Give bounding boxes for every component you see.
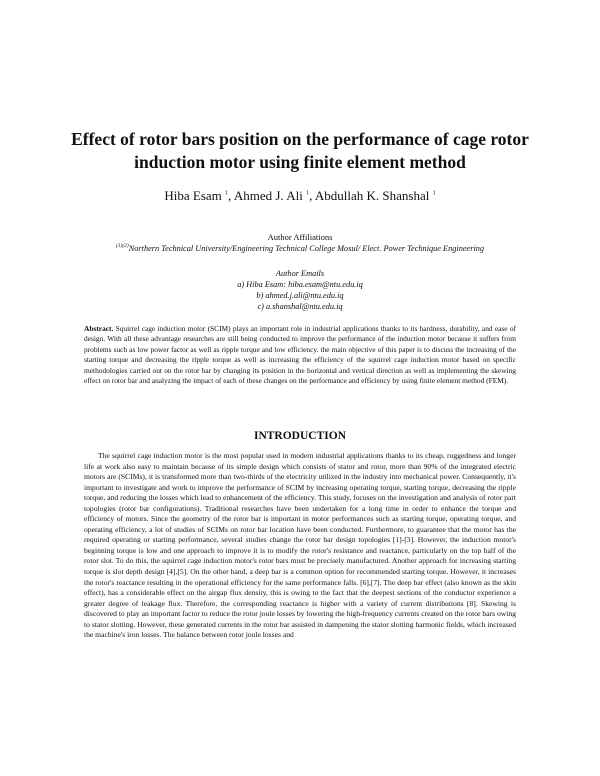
author-emails xyxy=(60,268,540,312)
affiliation-text: Northern Technical University/Engineering Technical College Mosul/ Elect. Power Technique Engineering xyxy=(128,243,485,253)
author-mark: 1 xyxy=(306,190,310,197)
email-line: a) Hiba Esam: hiba.esam@ntu.edu.iq xyxy=(237,280,363,289)
section-heading: INTRODUCTION xyxy=(253,430,346,442)
affiliations-label: Author Affiliations xyxy=(267,232,333,242)
emails-label: Author Emails xyxy=(275,269,325,278)
affiliation-mark: (1)(2) xyxy=(115,243,129,249)
email-line: b) ahmed.j.ali@ntu.edu.iq xyxy=(256,291,344,300)
abstract-label: Abstract. xyxy=(84,324,114,333)
author-name: Abdullah K. Shanshal xyxy=(314,188,430,203)
introduction-paragraph: The squirrel cage induction motor is the most popular used in modern industrial applications thanks to its cheap, ruggedness and longer life at work also easy to maintain because of its simple design which consists of stator and rotor, more than 90% of the integrated electric motors are (SCIMs), it is transformed more than two-thirds of the electricity utilized in the industry into mechanical power. Consequently, it's important to investigate and work to improve the performance of SCIM by increasing operating torque, starting torque, decreasing the ripple torque, and reducing the losses which lead to enhancement of the efficiency. This study, focuses on the investigation and analysis of rotor part topologies (rotor bar configurations). Traditional researches have been undertaken for a long time in order to enhance the torque and efficiency of motors. Since the geometry of the rotor bar is important in motor performances such as starting torque, operating torque, and operating efficiency, a lot of studies of SCIMs on rotor bar location have been conducted. Furthermore, to guarantee that the motor has the required operating or starting performance, several studies change the rotor bar design topologies [1]-[3]. However, the induction motor's beginning torque is low and one approach to improve it is to modify the rotor's resistance and reactance, particularly on the top half of the rotor slot. To do this, the squirrel cage induction motor's rotor bars must be precisely manufactured. Another approach for increasing starting torque is slot depth design [4],[5]. On the other hand, a deep bar is a common option for recommended starting torque. However, it increases the rotor's reactance resulting in the operational efficiency for the same performance falls. [6],[7]. The deep bar effect (also known as the skin effect), has a considerable effect on the airgap flux density, this is owing to the fact that the deepest sections of the conductor experience a greater degree of leakage flux. Therefore, the corresponding reactance is higher with a variety of current distributions [8]. Skewing is discovered to play an important factor to reduce the rotor joule losses by lowering the high-frequency currents created on the rotor bars owing to stator slotting. However, these generated currents in the rotor bar assisted in dampening the stator slotting harmonic fields, which increased the machine's iron losses. The balance between rotor joule losses and xyxy=(84,451,516,640)
abstract-text: Squirrel cage induction motor (SCIM) plays an important role in industrial applications thanks to its hardness, durability, and ease of design. With all these advantage researches are still being conducted to improve the performance of the induction motor because it suffers from problems such as low power factor as well as ripple torque and low efficiency. the main objective of this paper is to discuss the increasing of the starting torque and decreasing the ripple torque as well as increasing the efficiency of the squirrel cage induction motor based on specific methodologies carried out on the rotor bar by changing its position in the horizontal and vertical direction as well as implementing the skewing effect on rotor bar and analyzing the impact of each of these changes on the performance and efficiency by using finite element method (FEM). xyxy=(84,324,516,386)
abstract xyxy=(84,324,516,386)
author-mark: 1 xyxy=(225,190,229,197)
author-name: Hiba Esam xyxy=(164,188,222,203)
author-list: Hiba Esam $^1$, Ahmed J. Ali $^1$, Abdullah K. Shanshal $^1$ xyxy=(164,188,436,203)
email-line: c) a.shanshal@ntu.edu.iq xyxy=(257,302,343,311)
author-mark: 1 xyxy=(432,190,436,197)
affiliation xyxy=(40,243,560,253)
author-name: Ahmed J. Ali xyxy=(233,188,303,203)
paper-title: Effect of rotor bars position on the performance of cage rotor induction motor using finite element method xyxy=(71,129,529,172)
